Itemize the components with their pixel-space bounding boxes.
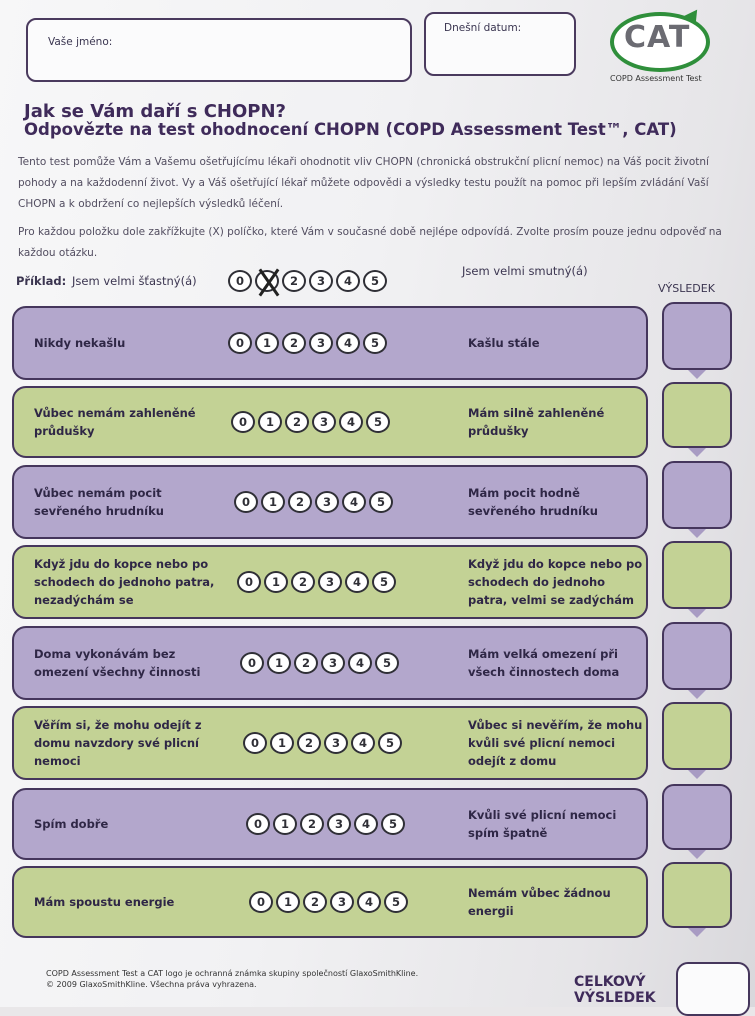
answer-scale [249,891,408,913]
answer-option-4[interactable]: 4 [336,332,360,354]
score-box[interactable] [662,862,732,928]
answer-option-3[interactable]: 3 [309,332,333,354]
answer-option-2[interactable]: 2 [294,652,318,674]
question-left-label: Nikdy nekašlu [34,336,126,350]
question-left-label: Když jdu do kopce nebo po schodech do jednoho patra, nezadýchám se [34,557,215,607]
question-right-label: Kašlu stále [468,336,540,350]
question-right-label: Mám silně zahleněné průdušky [468,406,605,438]
name-field[interactable] [26,18,412,82]
answer-option-3[interactable]: 3 [315,491,339,513]
question-row [12,706,648,780]
example-option-5: 5 [363,270,387,292]
answer-option-1[interactable]: 1 [255,332,279,354]
date-label: Dnešní datum: [444,22,522,34]
logo-text: CAT [624,20,691,55]
answer-option-4[interactable]: 4 [342,491,366,513]
question-row [12,386,648,458]
answer-option-5[interactable]: 5 [381,813,405,835]
answer-option-3[interactable]: 3 [321,652,345,674]
answer-option-5[interactable]: 5 [369,491,393,513]
answer-option-2[interactable]: 2 [297,732,321,754]
answer-option-2[interactable]: 2 [285,411,309,433]
answer-option-5[interactable]: 5 [384,891,408,913]
answer-option-0[interactable]: 0 [246,813,270,835]
answer-option-0[interactable]: 0 [234,491,258,513]
down-arrow-icon [688,529,706,538]
question-left-label: Spím dobře [34,817,109,831]
score-box[interactable] [662,702,732,770]
question-left-label: Věřím si, že mohu odejít z domu navzdory své plicní nemoci [34,718,202,768]
answer-option-4[interactable]: 4 [354,813,378,835]
answer-option-3[interactable]: 3 [312,411,336,433]
example-option-0: 0 [228,270,252,292]
answer-option-5[interactable]: 5 [378,732,402,754]
question-left-label: Vůbec nemám zahleněné průdušky [34,406,196,438]
question-row [12,545,648,619]
question-left-label: Vůbec nemám pocit sevřeného hrudníku [34,486,164,518]
answer-scale [240,652,399,674]
date-field[interactable] [424,12,576,76]
answer-option-1[interactable]: 1 [273,813,297,835]
example-right-label: Jsem velmi smutný(á) [462,264,588,278]
example-option-4: 4 [336,270,360,292]
answer-option-0[interactable]: 0 [243,732,267,754]
answer-option-0[interactable]: 0 [237,571,261,593]
answer-option-1[interactable]: 1 [258,411,282,433]
question-right-label: Mám pocit hodně sevřeného hrudníku [468,486,598,518]
total-label-line-1: CELKOVÝ [574,974,646,990]
intro-paragraph-2: Pro každou položku dole zakřížkujte (X) políčko, které Vám v současné době nejlépe odpovídá. Zvolte prosím pouze jednu odpověď na každou otázku. [18,226,722,259]
cat-logo [606,8,716,88]
question-right-label: Vůbec si nevěřím, že mohu kvůli své plicní nemoci odejít z domu [468,718,643,768]
answer-option-5[interactable]: 5 [372,571,396,593]
answer-option-5[interactable]: 5 [366,411,390,433]
answer-option-4[interactable]: 4 [351,732,375,754]
example-option-3: 3 [309,270,333,292]
answer-scale [237,571,396,593]
down-arrow-icon [688,448,706,457]
down-arrow-icon [688,770,706,779]
down-arrow-icon [688,690,706,699]
score-box[interactable] [662,784,732,850]
question-right-label: Nemám vůbec žádnou energii [468,886,611,918]
logo-subtitle: COPD Assessment Test [610,74,702,83]
answer-option-2[interactable]: 2 [291,571,315,593]
name-label: Vaše jméno: [48,36,113,48]
total-label-line-2: VÝSLEDEK [574,990,656,1006]
question-right-label: Kvůli své plicní nemoci spím špatně [468,808,617,840]
answer-scale [234,491,393,513]
answer-option-3[interactable]: 3 [330,891,354,913]
example-row [16,264,636,296]
score-box[interactable] [662,302,732,370]
answer-option-0[interactable]: 0 [228,332,252,354]
intro-paragraph-1: Tento test pomůže Vám a Vašemu ošetřujícímu lékaři ohodnotit vliv CHOPN (chronická obstrukční plicní nemoc) na Váš pocit životní pohody a na každodenní život. Vy a Váš ošetřující lékař můžete odpovědi a výsledky testu použít na pomoc při lepším zvládání Vaší CHOPN a k obdržení co nejlepších výsledků léčení. [18,156,709,210]
answer-scale [246,813,405,835]
answer-option-3[interactable]: 3 [324,732,348,754]
answer-scale [243,732,402,754]
score-box[interactable] [662,461,732,529]
answer-scale [228,332,387,354]
total-score-label [574,974,656,1006]
example-prefix: Příklad: [16,274,67,288]
total-score-box[interactable] [676,962,750,1016]
down-arrow-icon [688,850,706,859]
down-arrow-icon [688,609,706,618]
example-left-label: Jsem velmi šťastný(á) [72,274,197,288]
main-title: Jak se Vám daří s CHOPN? [24,101,286,122]
down-arrow-icon [688,370,706,379]
question-row [12,306,648,380]
answer-option-0[interactable]: 0 [240,652,264,674]
answer-option-2[interactable]: 2 [300,813,324,835]
answer-option-3[interactable]: 3 [318,571,342,593]
answer-option-4[interactable]: 4 [348,652,372,674]
answer-option-2[interactable]: 2 [282,332,306,354]
question-row [12,866,648,938]
footer-copyright: © 2009 GlaxoSmithKline. Všechna práva vyhrazena. [46,980,257,989]
question-row [12,465,648,539]
example-option-2: 2 [282,270,306,292]
answer-option-4[interactable]: 4 [357,891,381,913]
answer-option-5[interactable]: 5 [375,652,399,674]
sub-title: Odpovězte na test ohodnocení CHOPN (COPD Assessment Test™, CAT) [24,120,677,139]
example-option-1-crossed [255,270,279,292]
answer-option-1[interactable]: 1 [264,571,288,593]
question-row [12,788,648,860]
answer-option-4[interactable]: 4 [339,411,363,433]
answer-option-0[interactable]: 0 [231,411,255,433]
question-row [12,626,648,700]
score-box[interactable] [662,382,732,448]
answer-option-3[interactable]: 3 [327,813,351,835]
answer-option-1[interactable]: 1 [261,491,285,513]
footer-legal [46,968,418,990]
answer-option-1[interactable]: 1 [267,652,291,674]
question-right-label: Když jdu do kopce nebo po schodech do jednoho patra, velmi se zadýchám [468,557,643,607]
score-box[interactable] [662,622,732,690]
down-arrow-icon [688,928,706,937]
answer-option-1[interactable]: 1 [270,732,294,754]
question-left-label: Doma vykonávám bez omezení všechny činnosti [34,647,201,679]
answer-option-1[interactable]: 1 [276,891,300,913]
score-box[interactable] [662,541,732,609]
answer-scale [231,411,390,433]
answer-option-4[interactable]: 4 [345,571,369,593]
score-header: VÝSLEDEK [658,282,715,295]
question-right-label: Mám velká omezení při všech činnostech doma [468,647,620,679]
answer-option-0[interactable]: 0 [249,891,273,913]
question-left-label: Mám spoustu energie [34,895,175,909]
example-scale [228,270,387,292]
footer-trademark: COPD Assessment Test a CAT logo je ochranná známka skupiny společností GlaxoSmithKline. [46,969,419,978]
answer-option-2[interactable]: 2 [288,491,312,513]
answer-option-2[interactable]: 2 [303,891,327,913]
answer-option-5[interactable]: 5 [363,332,387,354]
